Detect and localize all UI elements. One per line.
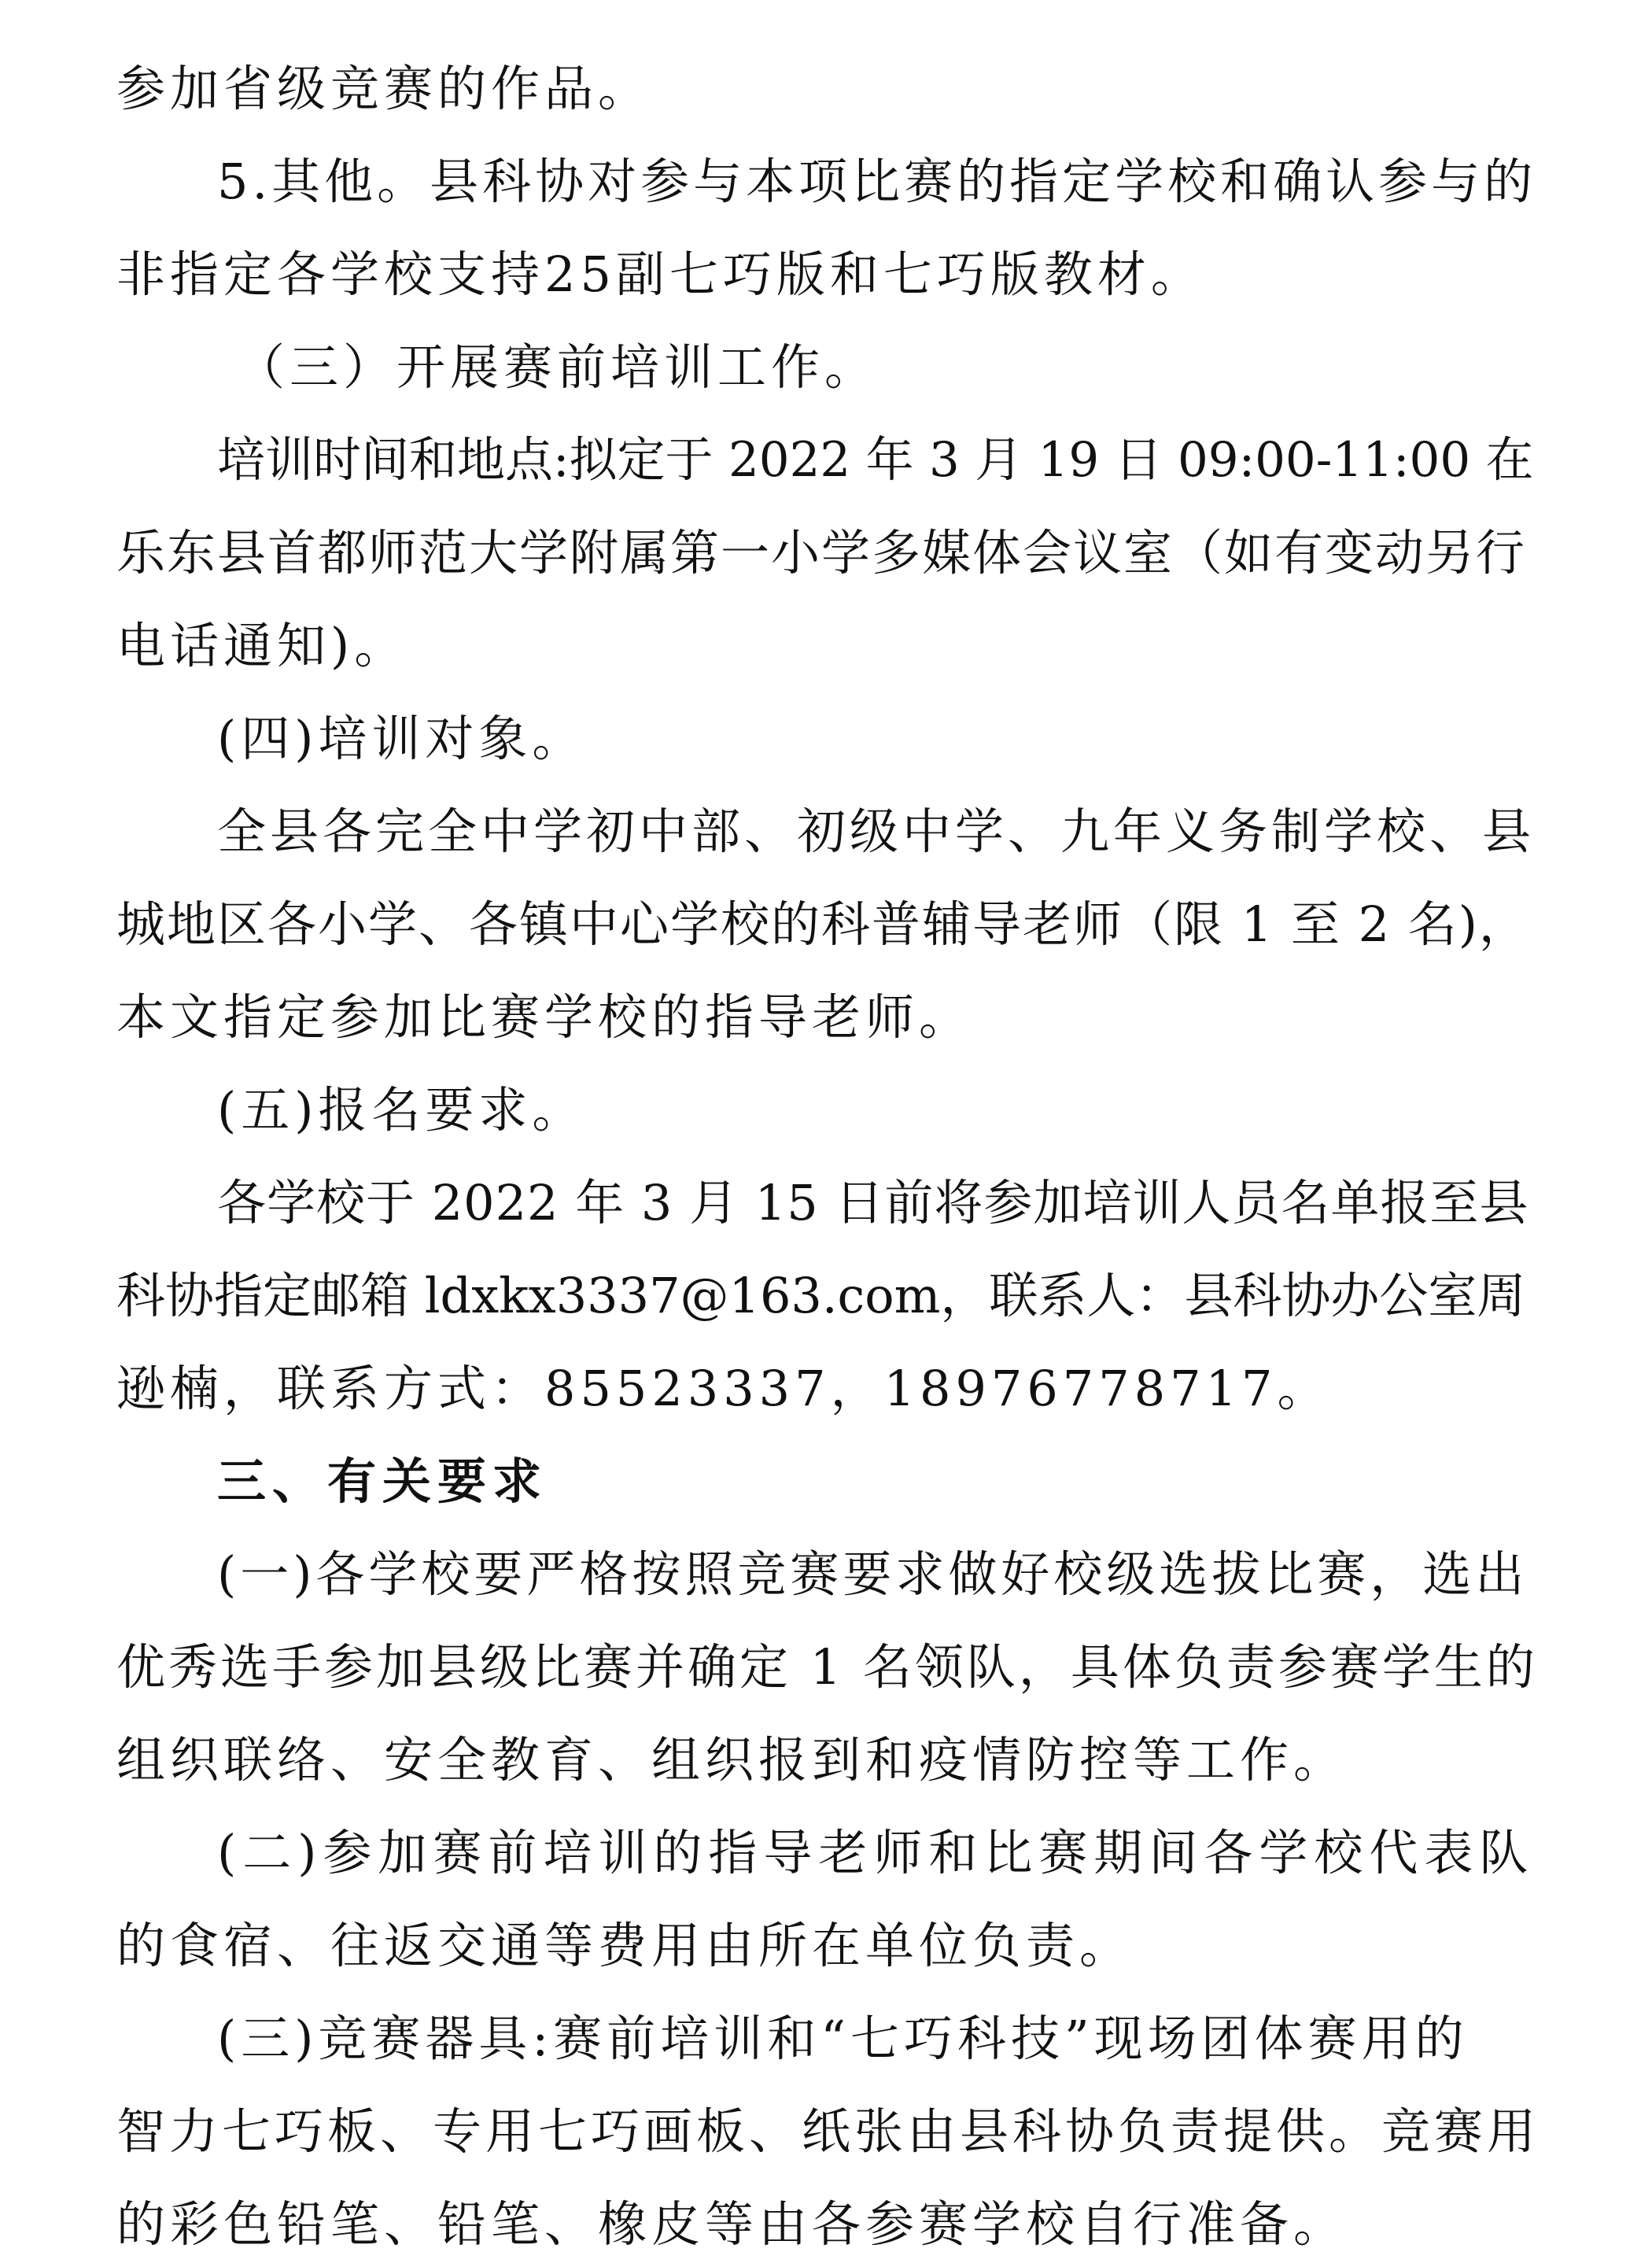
text-line: 逊楠，联系方式：85523337，18976778717。 xyxy=(116,1360,1331,1417)
section-heading: （三）开展赛前培训工作。 xyxy=(236,338,879,396)
text-line: 优秀选手参加县级比赛并确定 1 名领队，具体负责参赛学生的 xyxy=(116,1638,1538,1696)
section-heading: (五)报名要求。 xyxy=(217,1081,586,1139)
text-line: 各学校于 2022 年 3 月 15 日前将参加培训人员名单报至县 xyxy=(217,1174,1529,1231)
text-line: 电话通知)。 xyxy=(116,617,408,674)
text-line: 的食宿、往返交通等费用由所在单位负责。 xyxy=(116,1917,1134,1974)
text-line: 乐东县首都师范大学附属第一小学多媒体会议室（如有变动另行 xyxy=(116,524,1527,581)
text-line: 参加省级竞赛的作品。 xyxy=(116,60,652,117)
chapter-heading: 三、有关要求 xyxy=(217,1453,548,1510)
text-line: 全县各完全中学初中部、初级中学、九年义务制学校、县 xyxy=(217,803,1536,860)
text-line: (一)各学校要严格按照竞赛要求做好校级选拔比赛，选出 xyxy=(217,1545,1528,1603)
text-line: (二)参加赛前培训的指导老师和比赛期间各学校代表队 xyxy=(217,1824,1535,1881)
text-line: 智力七巧板、专用七巧画板、纸张由县科协负责提供。竞赛用 xyxy=(116,2102,1540,2160)
text-line: 的彩色铅笔、铅笔、橡皮等由各参赛学校自行准备。 xyxy=(116,2195,1348,2253)
text-line: 组织联络、安全教育、组织报到和疫情防控等工作。 xyxy=(116,1731,1348,1789)
text-line: 城地区各小学、各镇中心学校的科普辅导老师（限 1 至 2 名)， xyxy=(116,895,1529,953)
text-line: 科协指定邮箱 ldxkx3337@163.com，联系人：县科协办公室周 xyxy=(116,1267,1526,1324)
text-line: (三)竞赛器具:赛前培训和“七巧科技”现场团体赛用的 xyxy=(217,2010,1469,2067)
text-line: 5.其他。县科协对参与本项比赛的指定学校和确认参与的 xyxy=(217,153,1537,210)
text-line: 培训时间和地点:拟定于 2022 年 3 月 19 日 09:00-11:00 在 xyxy=(217,432,1534,488)
section-heading: (四)培训对象。 xyxy=(217,710,586,767)
text-line: 非指定各学校支持25副七巧版和七巧版教材。 xyxy=(116,245,1204,303)
text-line: 本文指定参加比赛学校的指导老师。 xyxy=(116,988,973,1046)
